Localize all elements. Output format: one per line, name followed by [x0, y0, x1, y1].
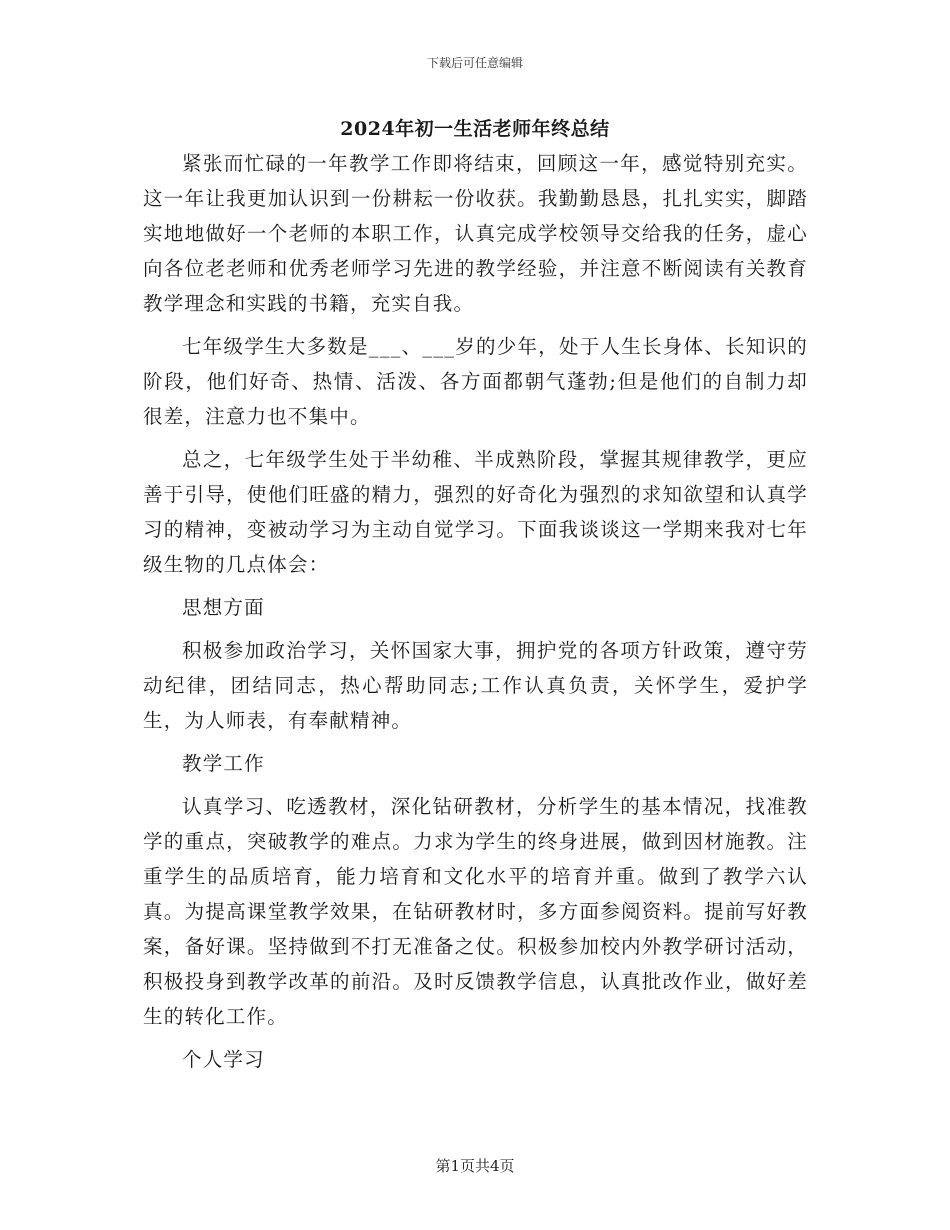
paragraph-summary: 总之，七年级学生处于半幼稚、半成熟阶段，掌握其规律教学，更应善于引导，使他们旺盛的精力，强烈的好奇化为强烈的求知欲望和认真学习的精神，变被动学习为主动自觉学习。下面我谈谈这一学期来我对七年级生物的几点体会：	[143, 448, 808, 576]
document-body	[143, 146, 808, 1077]
paragraph-thought: 积极参加政治学习，关怀国家大事，拥护党的各项方针政策，遵守劳动纪律，团结同志，热心帮助同志;工作认真负责，关怀学生，爱护学生，为人师表，有奉献精神。	[143, 639, 808, 732]
header-note: 下载后可任意编辑	[426, 56, 523, 70]
paragraph-intro: 紧张而忙碌的一年教学工作即将结束，回顾这一年，感觉特别充实。这一年让我更加认识到一份耕耘一份收获。我勤勤恳恳，扎扎实实，脚踏实地地做好一个老师的本职工作，认真完成学校领导交给我的任务，虚心向各位老老师和优秀老师学习先进的教学经验，并注意不断阅读有关教育教学理念和实践的书籍，充实自我。	[143, 152, 808, 315]
document-title: 2024年初一生活老师年终总结	[340, 118, 610, 140]
page-number-footer: 第1页共4页	[435, 1157, 515, 1175]
paragraph-students: 七年级学生大多数是___、___岁的少年，处于人生长身体、长知识的阶段，他们好奇、热情、活泼、各方面都朝气蓬勃;但是他们的自制力却很差，注意力也不集中。	[143, 335, 808, 428]
paragraph-teaching: 认真学习、吃透教材，深化钻研教材，分析学生的基本情况，找准教学的重点，突破教学的难点。力求为学生的终身进展，做到因材施教。注重学生的品质培育，能力培育和文化水平的培育并重。做到了教学六认真。为提高课堂教学效果，在钻研教材时，多方面参阅资料。提前写好教案，备好课。坚持做到不打无准备之仗。积极参加校内外教学研讨活动，积极投身到教学改革的前沿。及时反馈教学信息，认真批改作业，做好差生的转化工作。	[143, 795, 808, 1028]
section-heading-teaching: 教学工作	[182, 752, 265, 775]
section-heading-thought: 思想方面	[182, 596, 265, 619]
section-heading-study: 个人学习	[182, 1048, 265, 1071]
